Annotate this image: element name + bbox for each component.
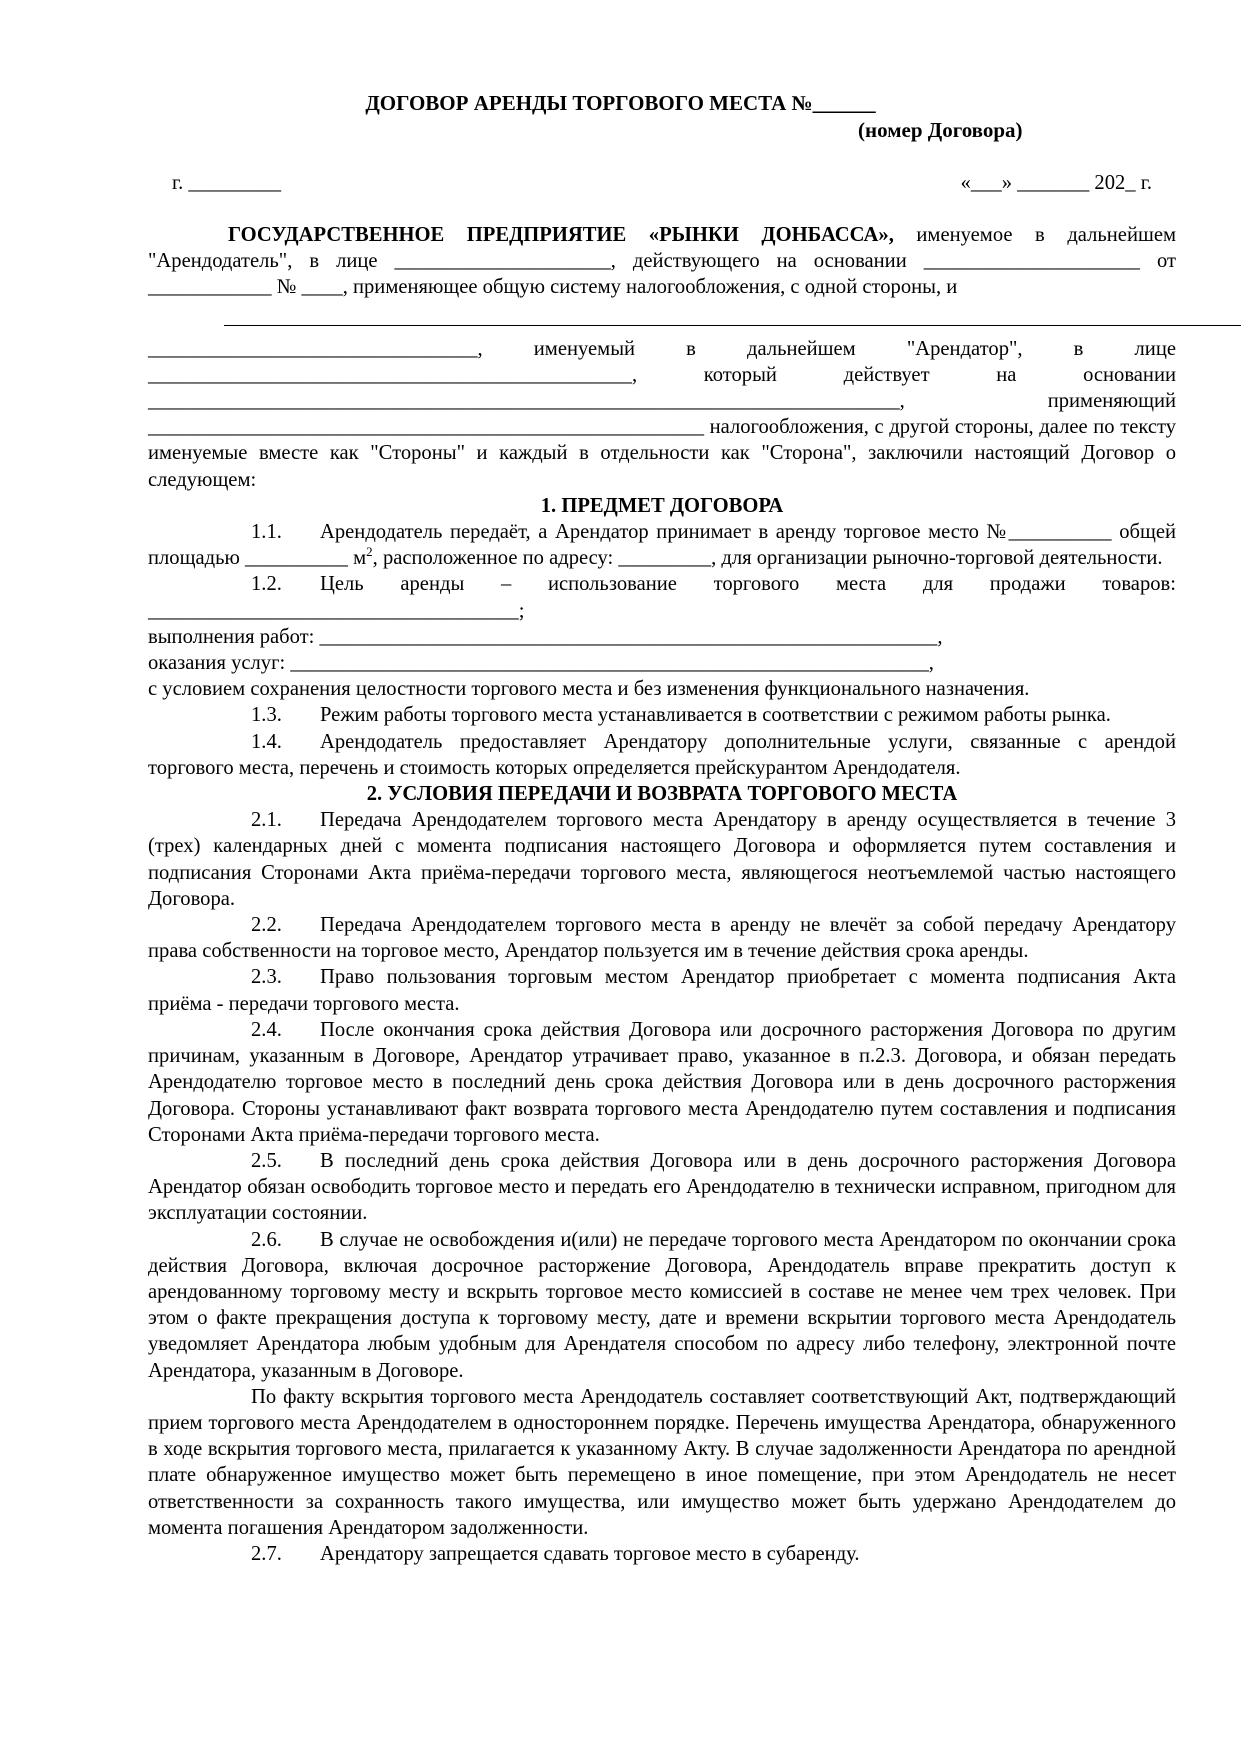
clause-1-3 bbox=[148, 702, 1176, 728]
clause-number: 2.3. bbox=[251, 966, 282, 989]
document-number-caption: (номер Договора) bbox=[858, 118, 1023, 142]
clause-number: 2.7. bbox=[251, 1542, 282, 1565]
clause-text: Право пользования торговым местом Арендатор приобретает с момента подписания Акта приёма - передачи торгового места. bbox=[148, 966, 1176, 1015]
clause-text: В случае не освобождения и(или) не передаче торгового места Арендатором по окончании срока действия Договора, включая досрочное расторжение Договора, Арендодатель вправе прекратить доступ к арендованному торговому месту и вскрыть торговое место комиссией в составе не менее чем трех человек. При этом о факте прекращения доступа к торговому месту, дате и времени вскрытии торгового места Арендодатель уведомляет Арендатора любым удобным для Арендателя способом по адресу либо телефону, электронной почте Арендатора, указанным в Договоре. bbox=[148, 1228, 1176, 1382]
clause-1-1 bbox=[148, 519, 1176, 571]
preamble-line-representative: _______________________________________________, который действует на основании bbox=[148, 363, 1176, 386]
clause-2-2 bbox=[148, 912, 1176, 964]
clause-number: 1.1. bbox=[251, 521, 282, 544]
clause-number: 2.1. bbox=[251, 809, 282, 832]
clause-text-continued: , расположенное по адресу: _________, для организации рыночно-торговой деятельности. bbox=[372, 547, 1163, 570]
clause-number: 2.6. bbox=[251, 1228, 282, 1251]
clause-2-5 bbox=[148, 1148, 1176, 1227]
clause-text: Арендатору запрещается сдавать торговое место в субаренду. bbox=[320, 1542, 860, 1565]
preamble-paragraph-1 bbox=[148, 222, 1176, 301]
clause-1-2 bbox=[148, 571, 1176, 623]
clause-2-4 bbox=[148, 1017, 1176, 1148]
clause-number: 2.2. bbox=[251, 914, 282, 937]
clause-text: По факту вскрытия торгового места Арендодатель составляет соответствующий Акт, подтверждающий прием торгового места Арендодателем в одностороннем порядке. Перечень имущества Арендатора, обнаруженного в ходе вскрытия торгового места, прилагается к указанному Акту. В случае задолженности Арендатора по арендной плате обнаруженное имущество может быть перемещено в иное помещение, при этом Арендодатель не несет ответственности за сохранность такого имущества, или имущество может быть удержано Арендодателем до момента погашения Арендатором задолженности. bbox=[148, 1385, 1176, 1539]
clause-text: После окончания срока действия Договора или досрочного расторжения Договора по другим причинам, указанным в Договоре, Арендатор утрачивает право, указанное в п.2.3. Договора, и обязан передать Арендодателю торговое место в последний день срока действия Договора или в день досрочного расторжения Договора. Стороны устанавливают факт возврата торгового места Арендодателю путем составления и подписания Сторонами Акта приёма-передачи торгового места. bbox=[148, 1018, 1176, 1146]
clause-text: Режим работы торгового места устанавливается в соответствии с режимом работы рынка. bbox=[320, 704, 1111, 727]
lessor-company-name: ГОСУДАРСТВЕННОЕ ПРЕДПРИЯТИЕ «РЫНКИ ДОНБАССА», bbox=[228, 224, 894, 246]
preamble-paragraph-2-text: ______________________________________________________ налогообложения, с другой стороны, далее по тексту именуемые вместе как "Стороны" и каждый в отдельности как "Сторона", заключили настоящий Договор о следующем: bbox=[148, 416, 1176, 491]
clause-number: 2.5. bbox=[251, 1149, 282, 1172]
section-heading-1: 1. ПРЕДМЕТ ДОГОВОРА bbox=[540, 494, 784, 517]
clause-2-1 bbox=[148, 807, 1176, 912]
superscript: 2 bbox=[366, 544, 373, 560]
condition-line: с условием сохранения целостности торгового места и без изменения функционального назначения. bbox=[148, 678, 1030, 701]
clause-number: 1.3. bbox=[251, 704, 282, 727]
city-field: г. _________ bbox=[172, 172, 282, 194]
preamble-line-basis: _________________________________________________________________________, применяющий bbox=[148, 390, 1176, 413]
clause-number: 2.4. bbox=[251, 1018, 282, 1041]
clause-1-4 bbox=[148, 729, 1176, 781]
date-field: «___» _______ 202_ г. bbox=[960, 172, 1152, 194]
clause-number: 1.2. bbox=[251, 573, 282, 596]
clause-2-7 bbox=[148, 1541, 1176, 1567]
section-heading-2: 2. УСЛОВИЯ ПЕРЕДАЧИ И ВОЗВРАТА ТОРГОВОГО МЕСТА bbox=[366, 783, 958, 806]
clause-text: Арендодатель передаёт, а Арендатор принимает в аренду торговое место №__________ общей площадью __________ м bbox=[148, 521, 1176, 570]
clause-text: Передача Арендодателем торгового места Арендатору в аренду осуществляется в течение 3 (трех) календарных дней с момента подписания настоящего Договора и оформляется путем составления и подписания Сторонами Акта приёма-передачи торгового места, являющегося неотъемлемой частью настоящего Договора. bbox=[148, 809, 1176, 910]
clause-2-6 bbox=[148, 1227, 1176, 1384]
clause-text: Передача Арендодателем торгового места в аренду не влечёт за собой передачу Арендатору права собственности на торговое место, Арендатор пользуется им в течение действия срока аренды. bbox=[148, 914, 1176, 963]
clause-text: Цель аренды – использование торгового места для продажи товаров: ____________________________________; bbox=[148, 573, 1176, 622]
preamble-paragraph-1-text: именуемое в дальнейшем "Арендодатель", в лице _____________________, действующего на основании _____________________ от ____________ № ____, применяющее общую систему налогообложения, с одной стороны, и bbox=[148, 224, 1176, 299]
works-line: выполнения работ: ____________________________________________________________, bbox=[148, 625, 943, 648]
preamble-line-lessee: ________________________________, именуемый в дальнейшем "Арендатор", в лице bbox=[148, 337, 1176, 360]
clause-text: В последний день срока действия Договора или в день досрочного расторжения Договора Арендатор обязан освободить торговое место и передать его Арендодателю в технически исправном, пригодном для эксплуатации состоянии. bbox=[148, 1149, 1176, 1225]
signature-underline bbox=[224, 325, 1241, 326]
clause-text: Арендодатель предоставляет Арендатору дополнительные услуги, связанные с арендой торгового места, перечень и стоимость которых определяется прейскурантом Арендодателя. bbox=[148, 730, 1176, 779]
services-line: оказания услуг: ______________________________________________________________, bbox=[148, 652, 934, 675]
clause-2-6-continuation bbox=[148, 1384, 1176, 1541]
clause-number: 1.4. bbox=[251, 730, 282, 753]
document-body bbox=[148, 222, 1176, 1567]
clause-2-3 bbox=[148, 964, 1176, 1016]
document-title: ДОГОВОР АРЕНДЫ ТОРГОВОГО МЕСТА №______ bbox=[365, 91, 876, 115]
